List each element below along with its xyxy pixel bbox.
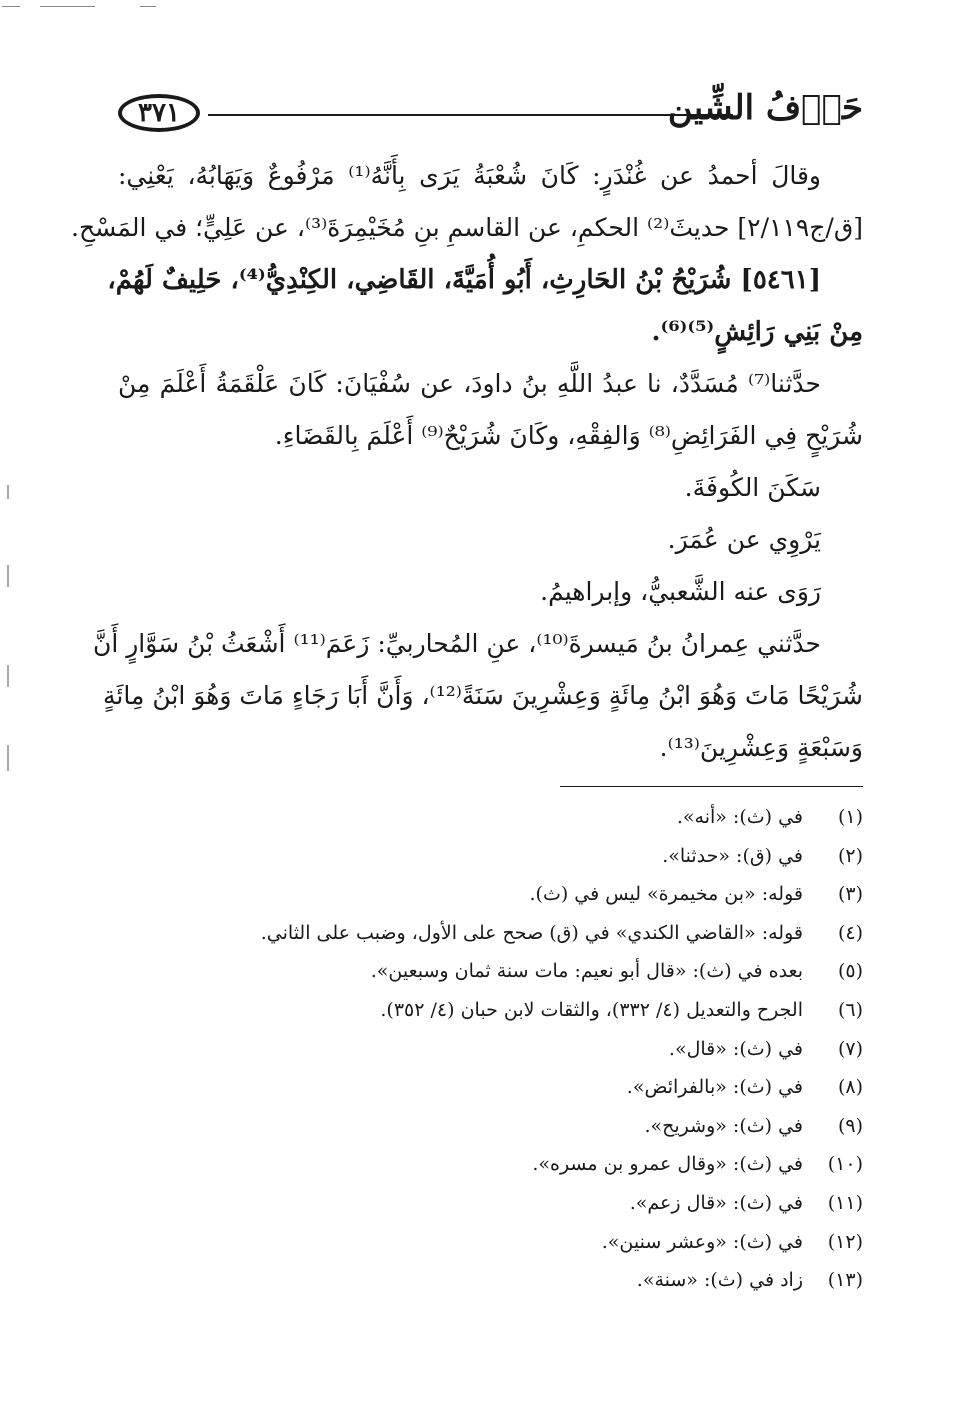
footnote-text: في (ث): «وعشر سنين». <box>601 1230 803 1253</box>
text-line: رَوَى عنه الشَّعبيُّ، وإبراهيمُ. <box>540 577 821 606</box>
scan-edge-mark <box>7 485 9 499</box>
footnote-text: زاد في (ث): «سنة». <box>636 1269 803 1292</box>
page-number: ٣٧١ <box>118 94 200 132</box>
footnote-number: (١١) <box>827 1191 863 1214</box>
footnote-number: (٢) <box>837 844 863 867</box>
footnote <box>150 845 863 884</box>
footnote <box>150 960 863 999</box>
footnote-number: (١٢) <box>827 1230 863 1253</box>
footnote <box>150 1231 863 1270</box>
footnote <box>150 806 863 845</box>
header-rule <box>208 114 733 116</box>
footnote <box>150 1192 863 1231</box>
text-line: حدَّثني عِمرانُ بنُ مَيسرةَ⁽¹⁰⁾، عنِ المُحاربيِّ: زَعَمَ⁽¹¹⁾ أَشْعَثُ بْنُ سَوَّارٍ أَنَّ <box>92 629 821 658</box>
footnote-number: (٦) <box>837 998 863 1021</box>
footnote <box>150 1038 863 1077</box>
footnote-number: (٥) <box>837 960 863 983</box>
text-line: شُرَيْحًا مَاتَ وَهُوَ ابْنُ مِائَةٍ وَعِشْرِينَ سَنَةً⁽¹²⁾، وَأَنَّ أَبَا رَجَاءٍ مَاتَ وَهُوَ ابْنُ مِائَةٍ <box>103 681 863 710</box>
text-line: مِنْ بَنِي رَائِشٍ⁽⁵⁾⁽⁶⁾. <box>651 317 863 347</box>
scan-edge-mark <box>7 745 9 771</box>
footnote <box>150 922 863 961</box>
page-header <box>118 88 863 138</box>
text-line: وَسَبْعَةٍ وَعِشْرِينَ⁽¹³⁾. <box>659 733 863 762</box>
footnote <box>150 1076 863 1115</box>
footnote-text: في (ث): «وشريح». <box>644 1114 803 1137</box>
scan-edge-mark <box>7 565 9 587</box>
footnote-text: في (ق): «حدثنا». <box>662 844 803 867</box>
footnote-number: (٣) <box>837 883 863 906</box>
footnote-number: (٨) <box>837 1076 863 1099</box>
footnote <box>150 1153 863 1192</box>
footnote-number: (١٠) <box>827 1153 863 1176</box>
text-line: وقالَ أحمدُ عن غُنْدَرٍ: كَانَ شُعْبَةُ يَرَى بِأَنَّهُ⁽¹⁾ مَرْفُوعٌ وَيَهَابُهُ، يَعْنِي: <box>118 161 821 190</box>
footnote-text: بعده في (ث): «قال أبو نعيم: مات سنة ثمان وسبعين». <box>370 960 803 983</box>
footnote-text: الجرح والتعديل (٤/ ٣٣٢)، والثقات لابن حبان (٤/ ٣٥٢). <box>380 998 803 1021</box>
footnote-number: (٩) <box>837 1114 863 1137</box>
footnote-text: في (ث): «وقال عمرو بن مسره». <box>532 1153 803 1176</box>
text-line: [٥٤٦١] شُرَيْحُ بْنُ الحَارِثِ، أَبُو أُمَيَّةَ، القَاضِي، الكِنْدِيُّ⁽⁴⁾، حَلِيفٌ لَهُمْ، <box>107 265 821 295</box>
footnote <box>150 883 863 922</box>
footnote-number: (١) <box>837 806 863 828</box>
chapter-title: حَرۡفُ الشِّين <box>667 88 863 128</box>
text-line: سَكَنَ الكُوفَةَ. <box>684 473 821 502</box>
footnote-number: (١٣) <box>827 1269 863 1292</box>
footnote <box>150 999 863 1038</box>
footnote-number: (٤) <box>837 921 863 944</box>
footnote-text: في (ث): «قال زعم». <box>629 1191 803 1214</box>
footnote-text: في (ث): «بالفرائض». <box>626 1076 803 1099</box>
footnote-text: في (ث): «أنه». <box>676 806 803 828</box>
scan-edge-mark <box>7 665 9 687</box>
footnote <box>150 1115 863 1154</box>
footnote-text: في (ث): «قال». <box>668 1037 803 1060</box>
text-line: [ق/ج٢/١١٩] حديثَ⁽²⁾ الحكمِ، عن القاسمِ بنِ مُخَيْمِرَةَ⁽³⁾، عن عَلِيٍّ؛ في المَسْحِ. <box>71 213 863 242</box>
footnotes <box>150 806 863 1308</box>
footnote-number: (٧) <box>837 1037 863 1060</box>
footnote-text: قوله: «القاضي الكندي» في (ق) صحح على الأول، وضبب على الثاني. <box>260 921 803 944</box>
main-text <box>71 150 863 774</box>
footnote <box>150 1269 863 1308</box>
footnote-separator <box>560 786 863 787</box>
text-line: حدَّثنا⁽⁷⁾ مُسَدَّدٌ، نا عبدُ اللَّهِ بنُ داودَ، عن سُفْيَانَ: كَانَ عَلْقَمَةُ أَعْلَمَ مِنْ <box>118 369 821 398</box>
text-line: يَرْوِي عن عُمَرَ. <box>667 525 821 554</box>
footnote-text: قوله: «بن مخيمرة» ليس في (ث). <box>529 883 803 906</box>
text-line: شُرَيْحٍ فِي الفَرَائِضِ⁽⁸⁾ وَالفِقْهِ، وكَانَ شُرَيْحٌ⁽⁹⁾ أَعْلَمَ بِالقَضَاءِ. <box>274 421 863 450</box>
scan-marks <box>0 0 300 12</box>
